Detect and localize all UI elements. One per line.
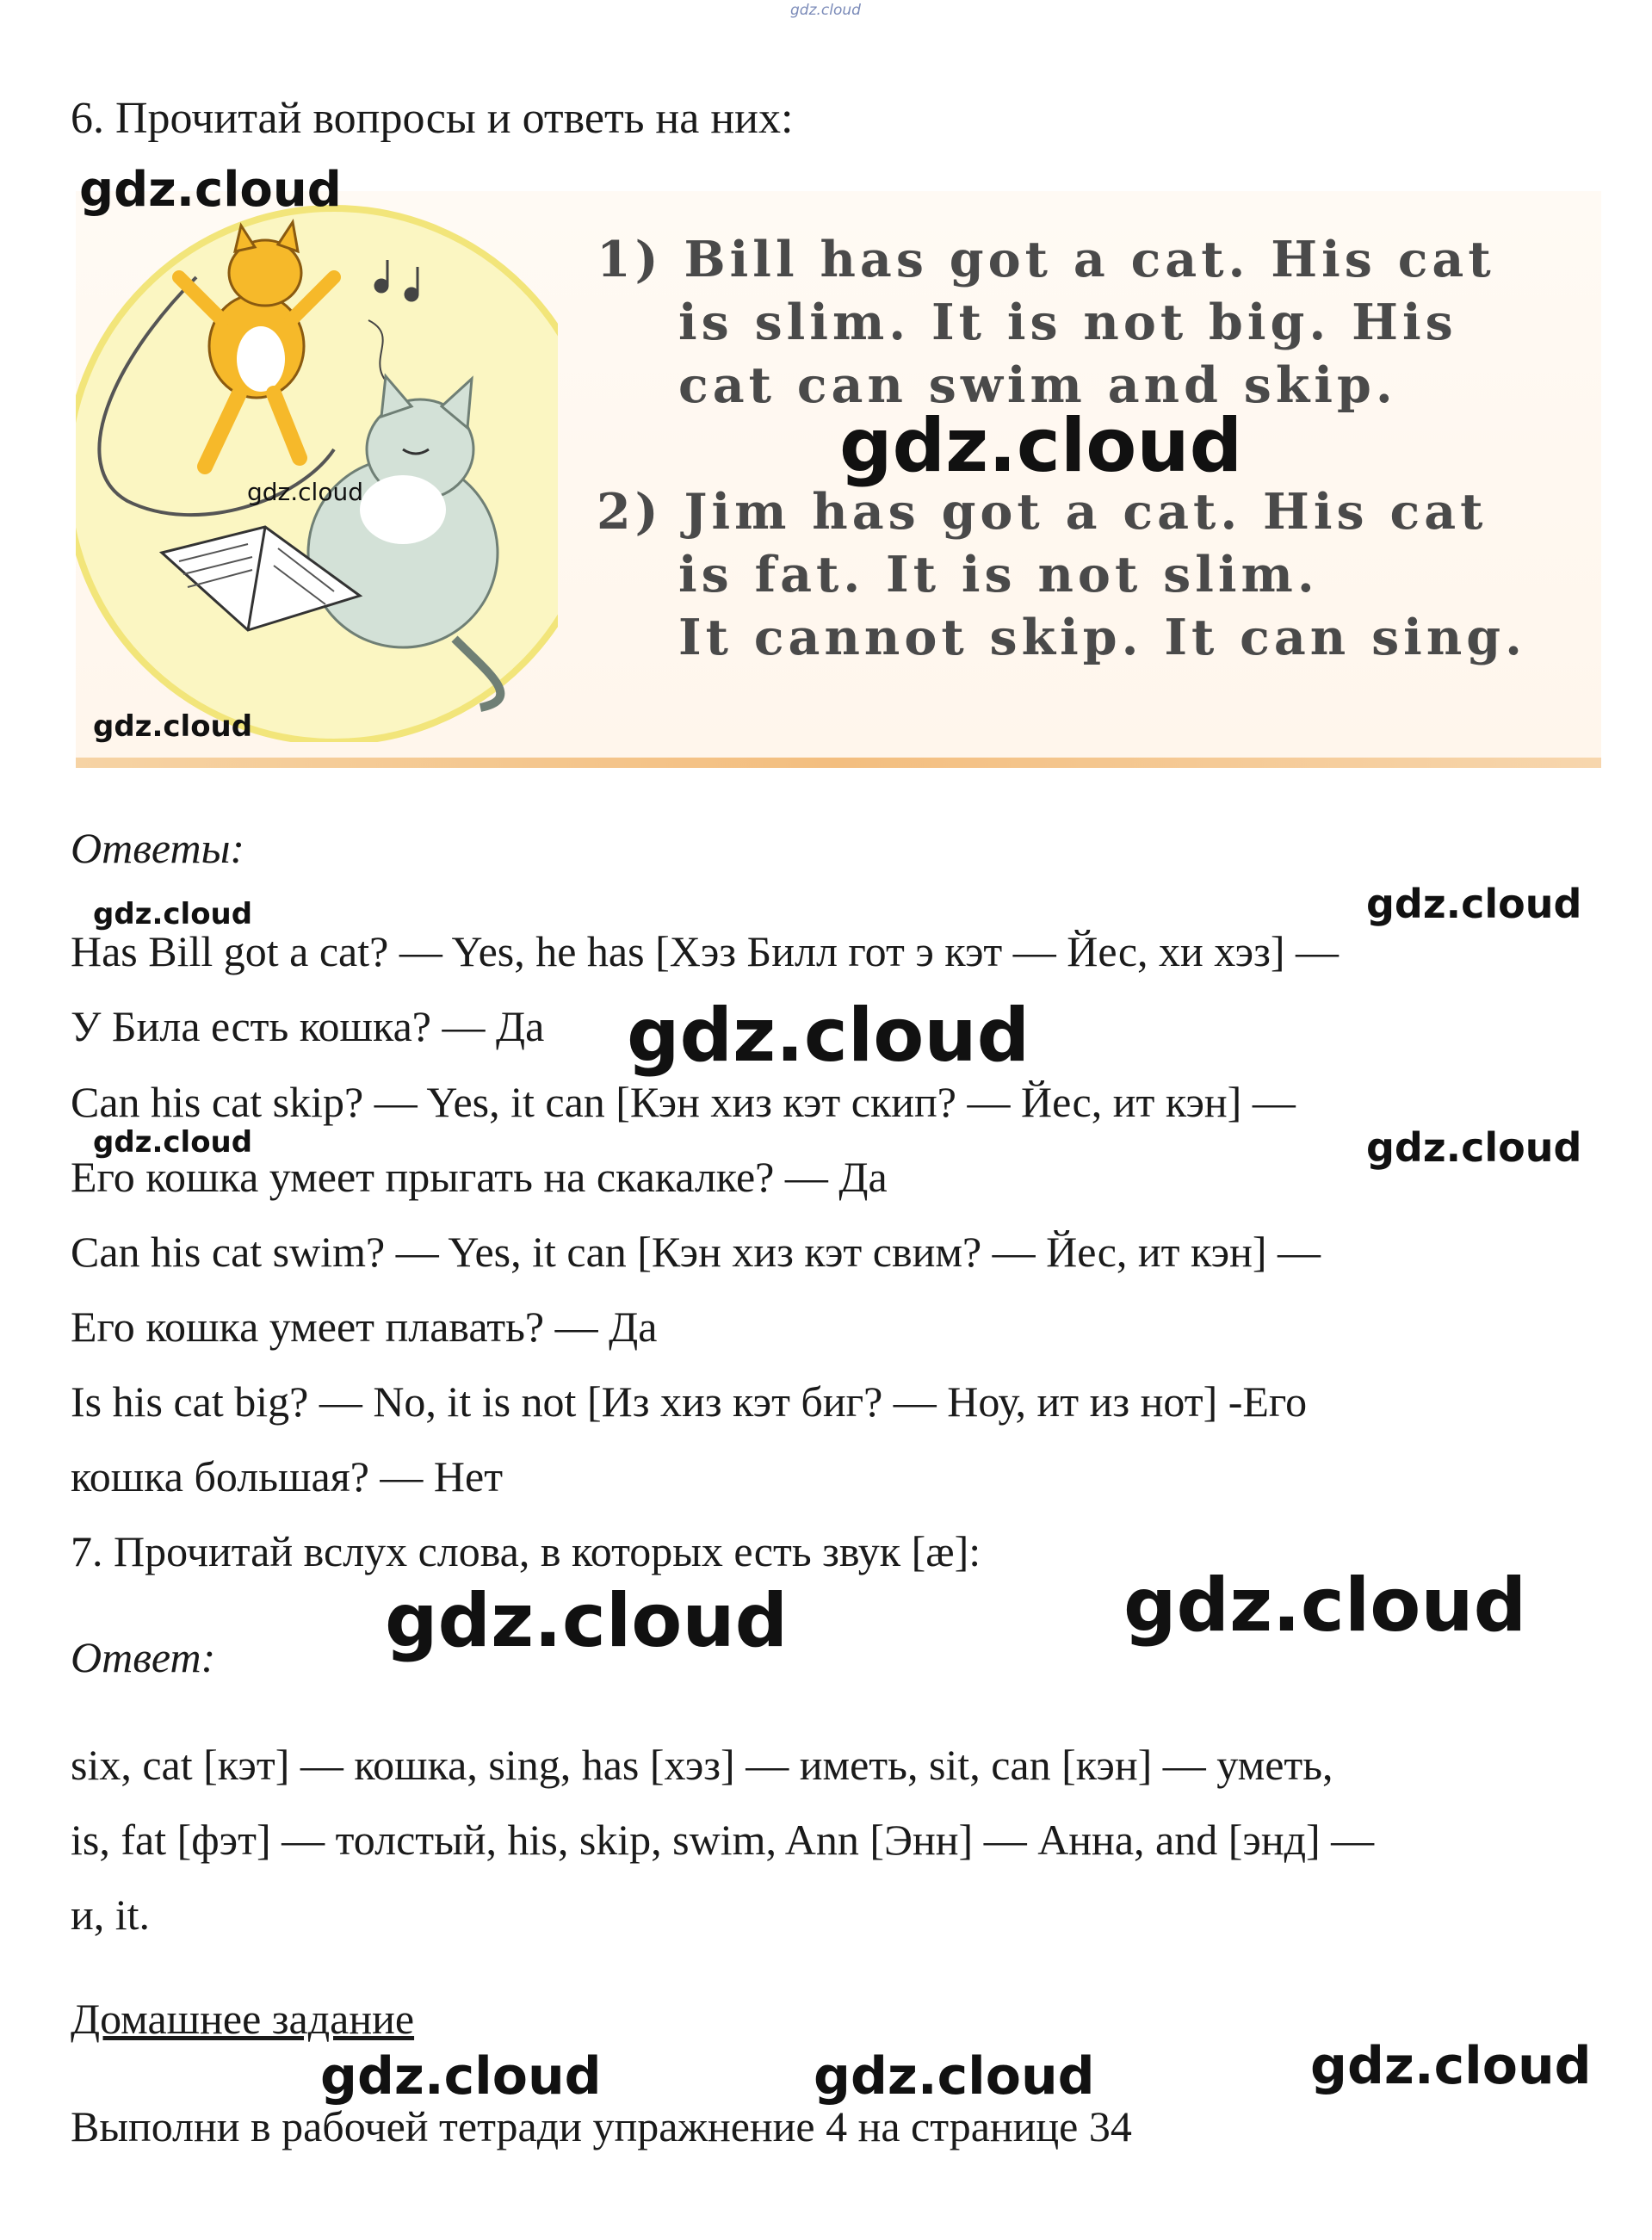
story-1 bbox=[597, 228, 1495, 417]
watermark: gdz.cloud bbox=[93, 1125, 253, 1160]
cats-illustration bbox=[76, 191, 558, 742]
watermark: gdz.cloud bbox=[93, 897, 253, 931]
watermark: gdz.cloud bbox=[1310, 2036, 1592, 2096]
excerpt-bottom-border bbox=[76, 758, 1601, 768]
watermark: gdz.cloud bbox=[93, 709, 253, 744]
watermark: gdz.cloud bbox=[385, 1578, 789, 1664]
homework-text: Выполни в рабочей тетради упражнение 4 на странице 34 bbox=[71, 2102, 1132, 2150]
task7-answer-heading: Ответ: bbox=[71, 1633, 216, 1681]
homework-heading: Домашнее задание bbox=[71, 1995, 415, 2043]
watermark: gdz.cloud bbox=[1366, 881, 1582, 927]
watermark bbox=[1093, 1377, 1098, 1378]
task6-heading: 6. Прочитай вопросы и ответь на них: bbox=[71, 94, 794, 143]
answer-line-8: кошка большая? — Нет bbox=[71, 1452, 504, 1501]
watermark: gdz.cloud bbox=[627, 993, 1030, 1079]
task7-line-3: и, it. bbox=[71, 1890, 151, 1939]
story-1-line-2: is slim. It is not big. His bbox=[678, 294, 1457, 351]
top-watermark: gdz.cloud bbox=[790, 2, 861, 19]
answer-line-5: Can his cat swim? — Yes, it can [Кэн хиз кэт свим? — Йес, ит кэн] — bbox=[71, 1228, 1321, 1276]
answer-line-6: Его кошка умеет плавать? — Да bbox=[71, 1303, 658, 1351]
answer-line-7: Is his cat big? — No, it is not [Из хиз кэт биг? — Ноу, ит из нот] -Его bbox=[71, 1377, 1308, 1426]
story-2-line-1: 2) Jim has got a cat. His cat bbox=[597, 483, 1488, 541]
watermark: gdz.cloud bbox=[79, 162, 342, 218]
watermark: gdz.cloud bbox=[839, 403, 1243, 489]
story-1-line-1: 1) Bill has got a cat. His cat bbox=[597, 231, 1495, 288]
story-2-line-3: It cannot skip. It can sing. bbox=[678, 609, 1526, 666]
answer-line-2: У Била есть кошка? — Да bbox=[71, 1002, 545, 1050]
watermark: gdz.cloud bbox=[1366, 1124, 1582, 1171]
task7-line-1: six, cat [кэт] — кошка, sing, has [хэз] — иметь, sit, can [кэн] — уметь, bbox=[71, 1741, 1333, 1789]
answer-line-3: Can his cat skip? — Yes, it can [Кэн хиз кэт скип? — Йес, ит кэн] — bbox=[71, 1078, 1296, 1126]
answer-line-4: Его кошка умеет прыгать на скакалке? — Да bbox=[71, 1153, 888, 1201]
watermark: gdz.cloud bbox=[320, 2046, 602, 2107]
answer-line-1: Has Bill got a cat? — Yes, he has [Хэз Билл гот э кэт — Йес, хи хэз] — bbox=[71, 927, 1339, 975]
watermark: gdz.cloud bbox=[247, 478, 363, 506]
story-2 bbox=[597, 480, 1526, 669]
story-2-line-2: is fat. It is not slim. bbox=[678, 546, 1319, 603]
watermark: gdz.cloud bbox=[814, 2046, 1095, 2107]
task7-heading: 7. Прочитай вслух слова, в которых есть звук [æ]: bbox=[71, 1527, 981, 1575]
watermark bbox=[1093, 1412, 1098, 1413]
watermark: gdz.cloud bbox=[1123, 1562, 1527, 1649]
task7-line-2: is, fat [фэт] — толстый, his, skip, swim, Ann [Энн] — Анна, and [энд] — bbox=[71, 1816, 1375, 1864]
story-1-line-3: cat can swim and skip. bbox=[678, 356, 1397, 414]
answers-heading: Ответы: bbox=[71, 824, 245, 872]
